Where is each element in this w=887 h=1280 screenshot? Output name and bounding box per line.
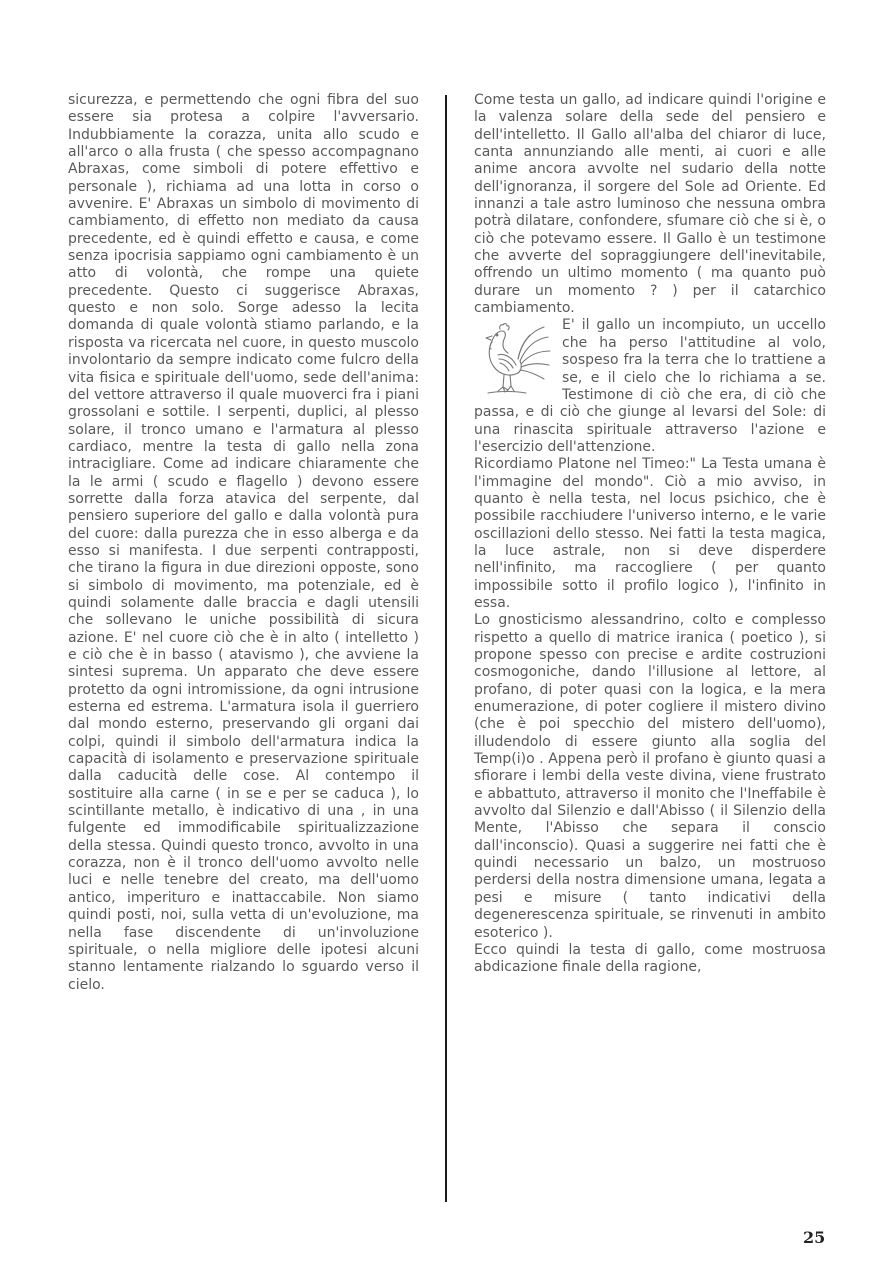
body-paragraph: Come testa un gallo, ad indicare quindi l'origine e la valenza solare della sede del pensiero e dell'intelletto. Il Gallo all'alba del chiaror di luce, canta annunziando alle menti, ai cuori e alle anime ancora avvolte nel sudario della notte dell'ignoranza, il sorgere del Sole ad Oriente. Ed innanzi a tale astro luminoso che nessuna ombra potrà dilatare, confondere, sfumare ciò che si è, o ciò che potevamo essere. Il Gallo è un testimone che avverte del sopraggiungere dell'inevitabile, offrendo un ultimo momento ( ma quanto può durare un momento ? ) per il catarchico cambiamento. [474,92,826,317]
body-paragraph: Ricordiamo Platone nel Timeo:" La Testa umana è l'immagine del mondo". Ciò a mio avviso, in quanto è nella testa, nel locus psichico, che è possibile racchiudere l'universo interno, e le varie oscillazioni dello stesso. Nei fatti la testa magica, la luce astrale, non si deve disperdere nell'infinito, ma raccogliere ( per quanto impossibile sotto il profilo logico ), l'infinito in essa. [474,456,826,611]
column-divider [445,95,447,1202]
body-paragraph: E' il gallo un incompiuto, un uccello che ha perso l'attitudine al volo, sospeso fra la terra che lo trattiene a se, e il cielo che lo richiama a se. Testimone di ciò che era, di ciò che passa, e di ciò che giunge al levarsi del Sole: di una rinascita spirituale attraverso l'azione e l'esercizio dell'attenzione. [474,317,826,455]
rooster-icon [474,319,554,397]
illustrated-paragraph [474,317,826,456]
page-number: 25 [803,1228,826,1247]
body-paragraph: Ecco quindi la testa di gallo, come mostruosa abdicazione finale della ragione, [474,941,826,976]
body-paragraph: Lo gnosticismo alessandrino, colto e complesso rispetto a quello di matrice iranica ( poetico ), si propone spesso con precise e ardite costruzioni cosmogoniche, dando l'illusione al lettore, al profano, di poter quasi con la logica, e la mera enumerazione, di poter cogliere il mistero divino (che è poi specchio del mistero dell'uomo), illudendolo di essere giunto alla soglia del Temp(i)o . Appena però il profano è giunto quasi a sfiorare i lembi della veste divina, viene frustrato e abbattuto, attraverso il monito che l'Ineffabile è avvolto dal Silenzio e dall'Abisso ( il Silenzio della Mente, l'Abisso che separa il conscio dall'inconscio). Quasi a suggerire nei fatti che è quindi necessario un balzo, un mostruoso perdersi della nostra dimensione umana, legata a pesi e misure ( tanto indicativi della degenerescenza spirituale, se rinvenuti in ambito esoterico ). [474,612,826,941]
left-text-column [68,92,419,994]
body-paragraph: sicurezza, e permettendo che ogni fibra del suo essere sia protesa a colpire l'avversario. Indubbiamente la corazza, unita allo scudo e all'arco o alla frusta ( che spesso accompagnano Abraxas, come simboli di potere effettivo e personale ), richiama ad una lotta in corso o avvenire. E' Abraxas un simbolo di movimento di cambiamento, di effetto non mediato da causa precedente, ed è quindi effetto e causa, e come senza ipocrisia sappiamo ogni cambiamento è un atto di volontà, che rompe una quiete precedente. Questo ci suggerisce Abraxas, questo e non solo. Sorge adesso la lecita domanda di quale volontà stiamo parlando, e la risposta va ricercata nel cuore, in questo muscolo involontario da sempre indicato come fulcro della vita fisica e spirituale dell'uomo, sede dell'anima: del vettore attraverso il quale muoverci fra i piani grossolani e sottile. I serpenti, duplici, al plesso solare, il tronco umano e l'armatura al plesso cardiaco, mentre la testa di gallo nella zona intracigliare. Come ad indicare chiaramente che la le armi ( scudo e flagello ) devono essere sorrette dalla forza atavica del serpente, dal pensiero superiore del gallo e dalla volontà pura del cuore: dalla purezza che in esso alberga e da esso si manifesta. I due serpenti contrapposti, che tirano la figura in due direzioni opposte, sono si simbolo di movimento, ma potenziale, ed è quindi solamente dalle braccia e dagli utensili che sollevano le uniche possibilità di sicura azione. E' nel cuore ciò che è in alto ( intelletto ) e ciò che è in basso ( atavismo ), che avviene la sintesi suprema. Un apparato che deve essere protetto da ogni intromissione, da ogni intrusione esterna ed estrema. L'armatura isola il guerriero dal mondo esterno, preservando gli organi dai colpi, quindi il simbolo dell'armatura indica la capacità di isolamento e preservazione spirituale dalla caducità delle cose. Al contempo il sostituire alla carne ( in se e per se caduca ), lo scintillante metallo, è indicativo di una , in una fulgente ed immodificabile spiritualizzazione della stessa. Quindi questo tronco, avvolto in una corazza, non è il tronco dell'uomo avvolto nelle luci e nelle tenebre del creato, ma dell'uomo antico, imperituro e inattaccabile. Non siamo quindi posti, noi, sulla vetta di un'evoluzione, ma nella fase discendente di un'involuzione spirituale, o nella migliore delle ipotesi alcuni stanno lentamente rialzando lo sguardo verso il cielo. [68,92,419,993]
right-text-column [474,92,826,977]
